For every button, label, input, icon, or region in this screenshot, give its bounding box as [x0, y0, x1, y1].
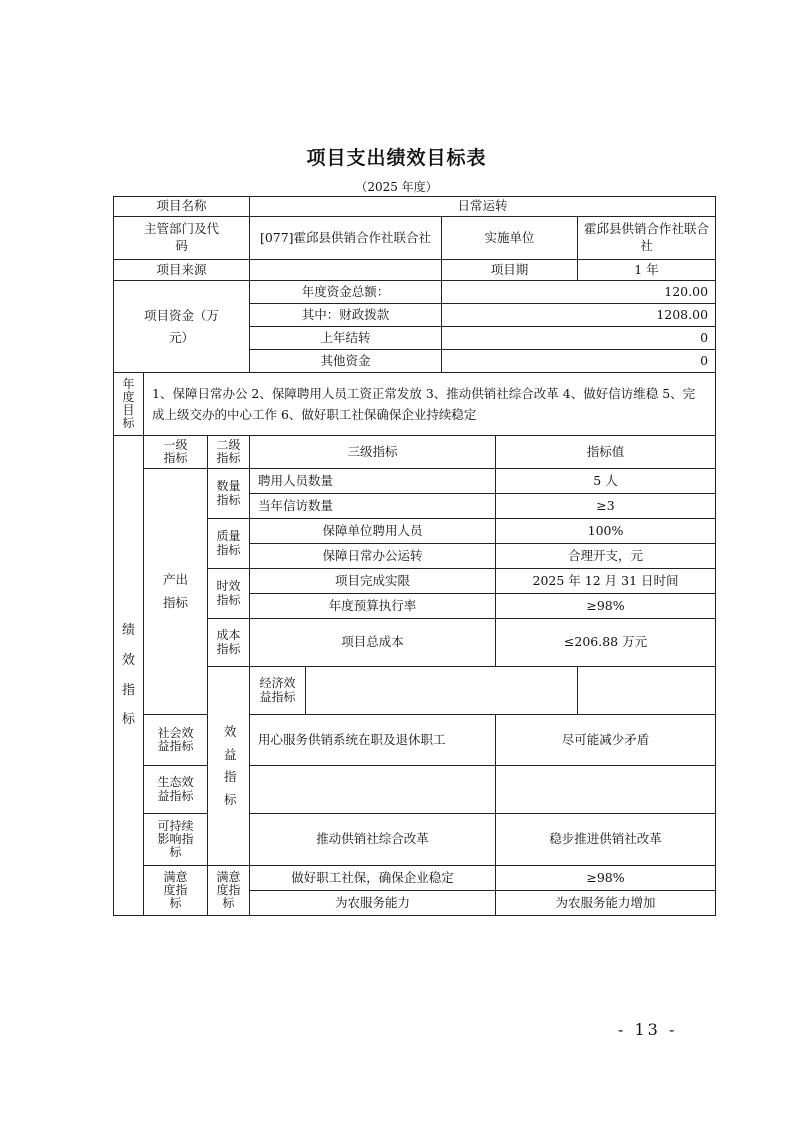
sustainable-impact-label: 可持续影响指标: [144, 814, 208, 866]
satisfaction-item-name: 做好职工社保，确保企业稳定: [250, 866, 496, 891]
quality-item-name: 保障日常办公运转: [250, 544, 496, 569]
cost-item-value: ≤206.88 万元: [496, 619, 716, 667]
page-number: - 13 -: [618, 1020, 678, 1039]
quality-item-value: 合理开支，元: [496, 544, 716, 569]
annual-goal-text: 1、保障日常办公 2、保障聘用人员工资正常发放 3、推动供销社综合改革 4、做好信访维稳 5、完成上级交办的中心工作 6、做好职工社保确保企业持续稳定: [144, 373, 716, 436]
ecological-benefit-name: [250, 766, 496, 814]
funds-total-label: 年度资金总额：: [250, 281, 442, 304]
satisfaction-item-value: ≥98%: [496, 866, 716, 891]
project-name-label: 项目名称: [114, 197, 250, 217]
timeliness-item-value: ≥98%: [496, 594, 716, 619]
economic-benefit-value: [578, 667, 716, 715]
project-period-label: 项目期: [442, 260, 578, 281]
header-indicator-value: 指标值: [496, 436, 716, 469]
header-level1: 一级指标: [144, 436, 208, 469]
performance-target-table: [113, 196, 716, 916]
social-benefit-label: 社会效益指标: [144, 715, 208, 766]
output-indicators-label: 产出指标: [144, 469, 208, 715]
funds-fiscal-value: 1208.00: [442, 304, 716, 327]
funds-other-label: 其他资金: [250, 350, 442, 373]
quantity-item-value: ≥3: [496, 494, 716, 519]
page-title: 项目支出绩效目标表: [306, 147, 487, 169]
funds-total-value: 120.00: [442, 281, 716, 304]
quality-item-name: 保障单位聘用人员: [250, 519, 496, 544]
project-source-value: [250, 260, 442, 281]
funds-other-value: 0: [442, 350, 716, 373]
project-name-value: 日常运转: [250, 197, 716, 217]
ecological-benefit-label: 生态效益指标: [144, 766, 208, 814]
header-level3: 三级指标: [250, 436, 496, 469]
satisfaction-item-name: 为农服务能力: [250, 891, 496, 916]
quantity-item-name: 当年信访数量: [250, 494, 496, 519]
sustainable-impact-value: 稳步推进供销社改革: [496, 814, 716, 866]
project-period-value: 1 年: [578, 260, 716, 281]
quality-indicators-label: 质量指标: [208, 519, 250, 569]
economic-benefit-name: [306, 667, 578, 715]
quantity-indicators-label: 数量指标: [208, 469, 250, 519]
funds-label: 项目资金（万元）: [114, 281, 250, 373]
quality-item-value: 100%: [496, 519, 716, 544]
satisfaction-item-value: 为农服务能力增加: [496, 891, 716, 916]
benefit-indicators-label: 效益指标: [208, 667, 250, 866]
funds-carryover-value: 0: [442, 327, 716, 350]
timeliness-item-name: 项目完成实限: [250, 569, 496, 594]
project-source-label: 项目来源: [114, 260, 250, 281]
satisfaction-indicators-label: 满意度指标: [144, 866, 208, 916]
dept-label: 主管部门及代码: [114, 217, 250, 260]
social-benefit-value: 尽可能减少矛盾: [496, 715, 716, 766]
funds-fiscal-label: 其中：财政拨款: [250, 304, 442, 327]
timeliness-item-value: 2025 年 12 月 31 日时间: [496, 569, 716, 594]
header-level2: 二级指标: [208, 436, 250, 469]
impl-unit-value: 霍邱县供销合作社联合社: [578, 217, 716, 260]
cost-item-name: 项目总成本: [250, 619, 496, 667]
quantity-item-value: 5 人: [496, 469, 716, 494]
performance-indicators-label: 绩效指标: [114, 436, 144, 916]
quantity-item-name: 聘用人员数量: [250, 469, 496, 494]
satisfaction-sub-label: 满意度指标: [208, 866, 250, 916]
timeliness-indicators-label: 时效指标: [208, 569, 250, 619]
funds-carryover-label: 上年结转: [250, 327, 442, 350]
dept-value: [077]霍邱县供销合作社联合社: [250, 217, 442, 260]
social-benefit-name: 用心服务供销系统在职及退休职工: [250, 715, 496, 766]
sustainable-impact-name: 推动供销社综合改革: [250, 814, 496, 866]
economic-benefit-label: 经济效益指标: [250, 667, 306, 715]
annual-goal-label: 年度目标: [114, 373, 144, 436]
cost-indicators-label: 成本指标: [208, 619, 250, 667]
ecological-benefit-value: [496, 766, 716, 814]
impl-unit-label: 实施单位: [442, 217, 578, 260]
timeliness-item-name: 年度预算执行率: [250, 594, 496, 619]
page-subtitle: （2025 年度）: [355, 180, 438, 194]
